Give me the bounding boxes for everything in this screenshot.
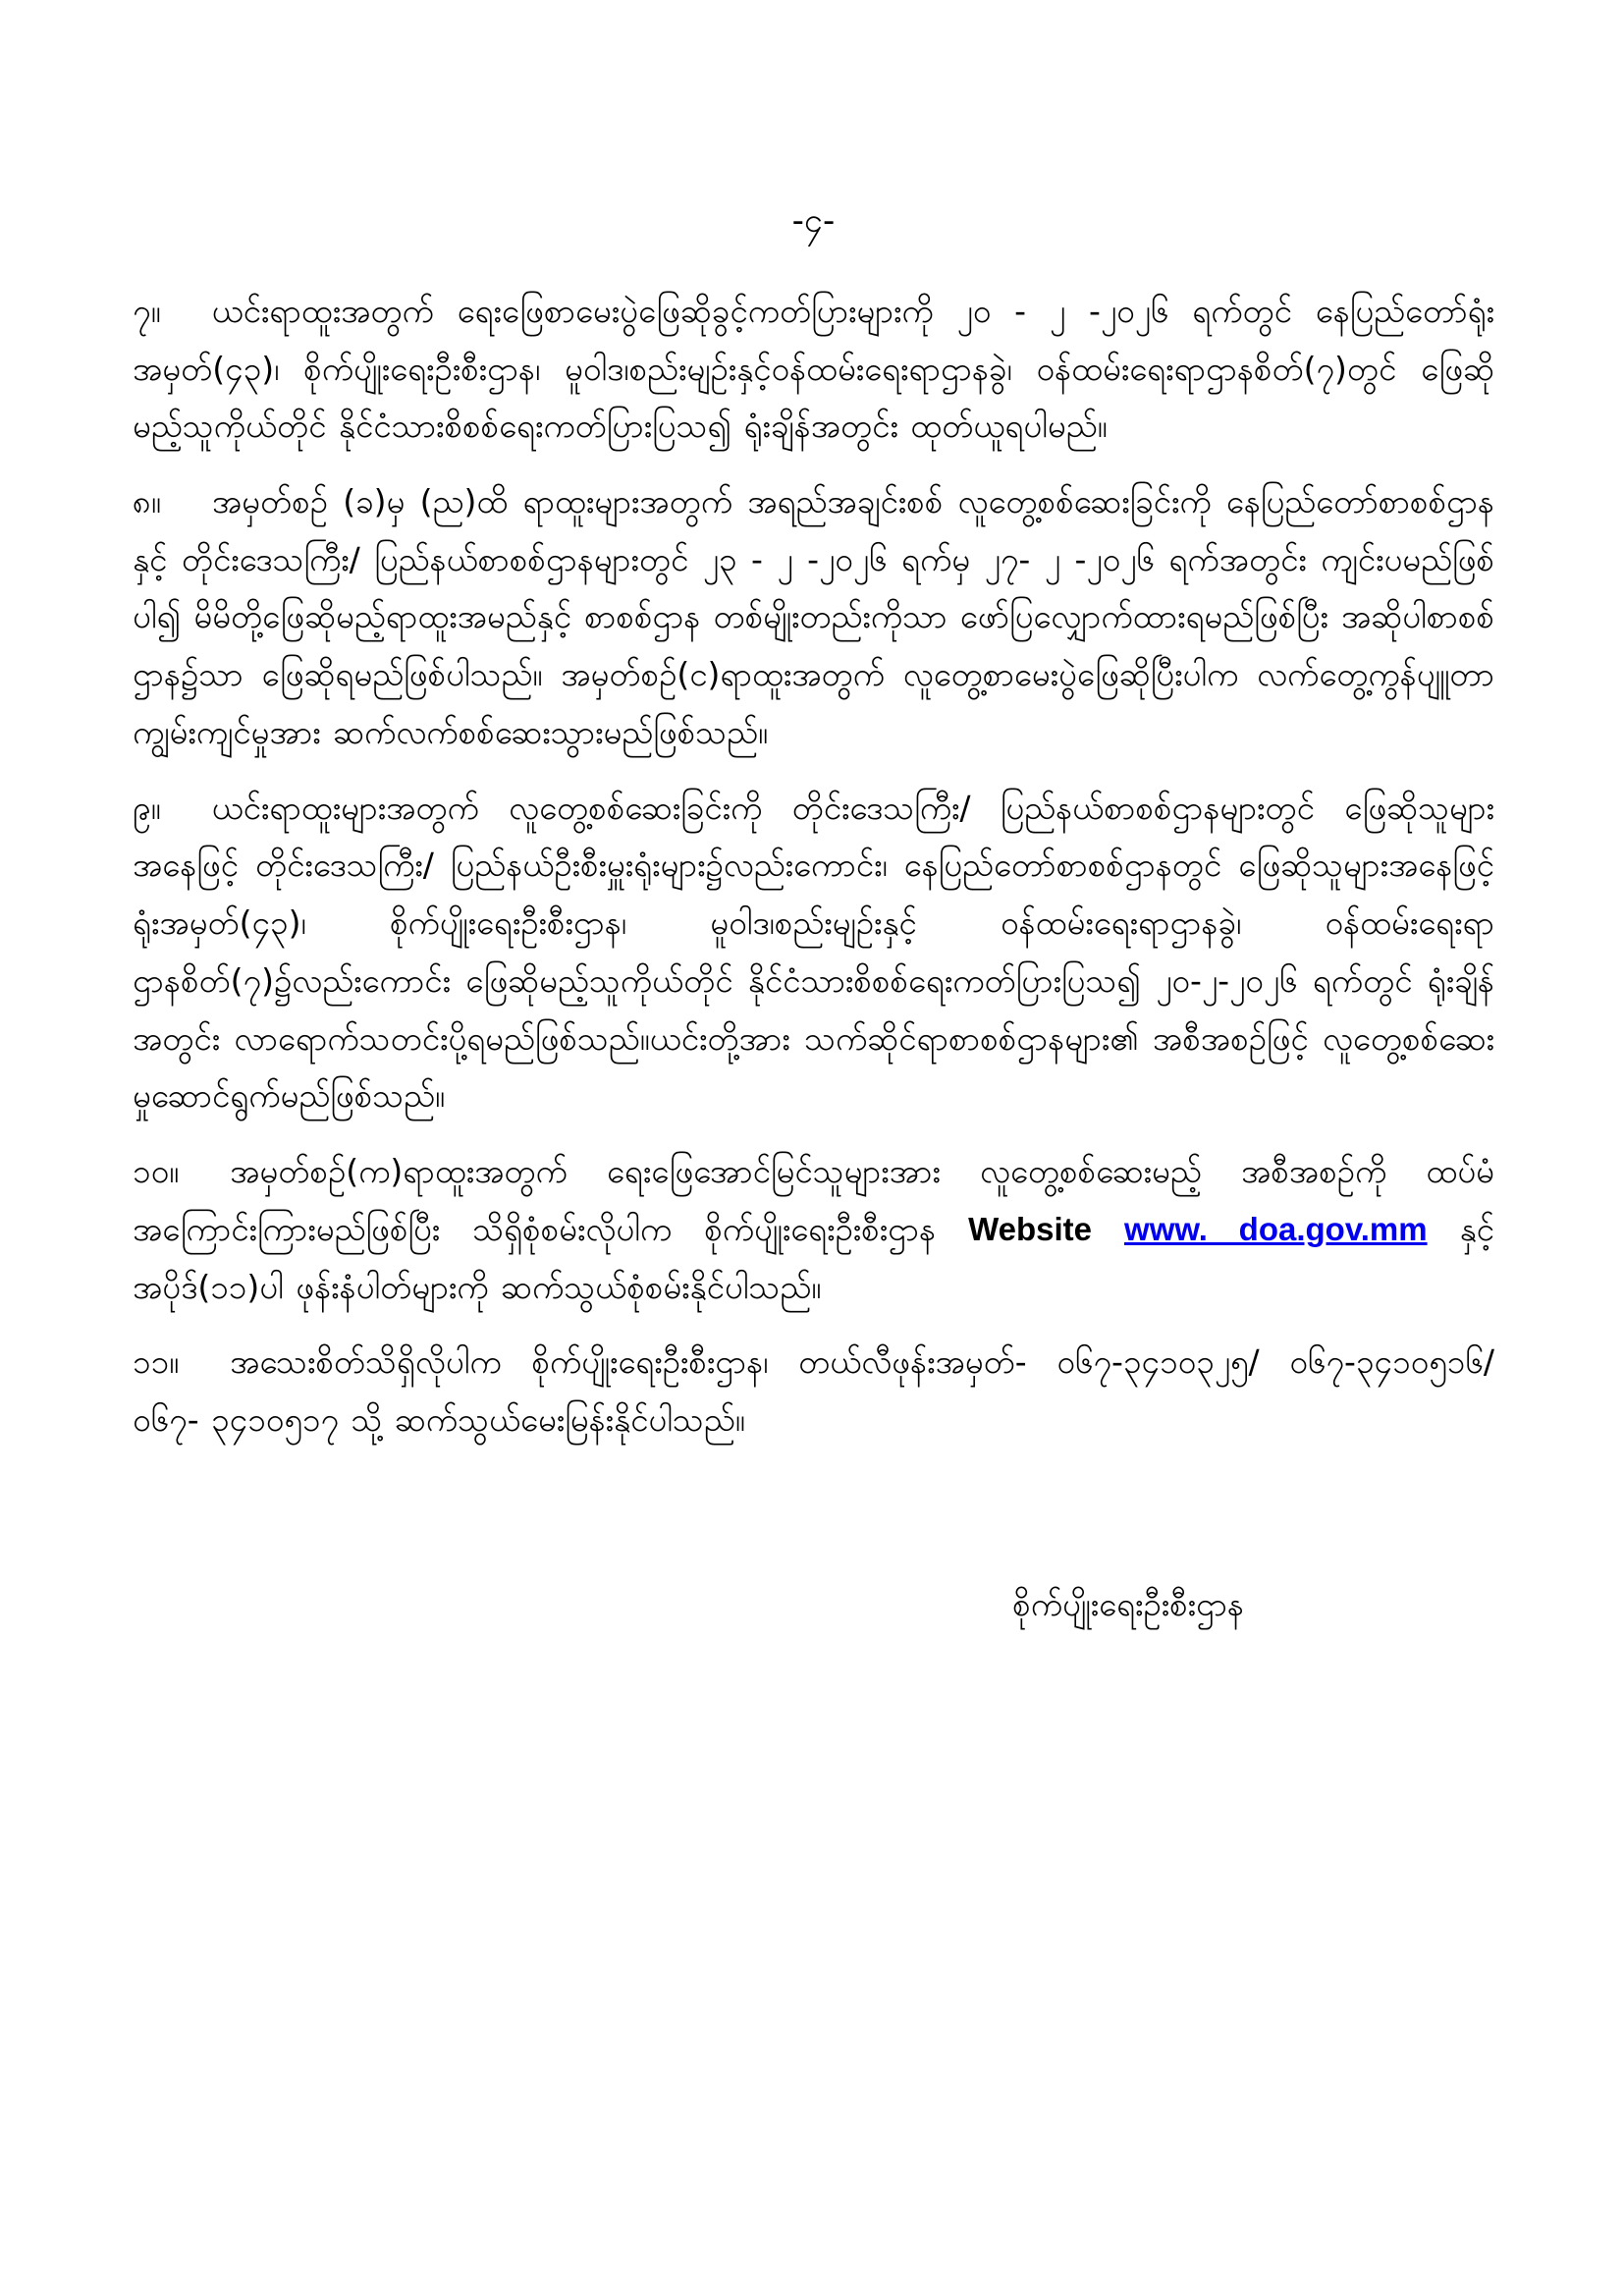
page-number: -၄-	[791, 201, 836, 241]
paragraph-7-number: ၇။	[133, 291, 161, 330]
paragraph-10	[133, 1143, 1494, 1316]
paragraph-9-number: ၉။	[133, 788, 161, 827]
website-word: Website	[968, 1210, 1092, 1247]
paragraph-8	[133, 473, 1494, 762]
paragraph-10-number: ၁၀။	[133, 1152, 180, 1191]
doa-website-link[interactable]: www. doa.gov.mm	[1124, 1210, 1428, 1247]
paragraph-10-text-before: အမှတ်စဉ်(က)ရာထူးအတွက် ရေးဖြေအောင်မြင်သူများအား လူတွေ့စစ်ဆေးမည့် အစီအစဉ်ကို ထပ်မံအကြောင်းကြားမည်ဖြစ်ပြီး သိရှိစုံစမ်းလိုပါက စိုက်ပျိုးရေးဦးစီးဌာန	[133, 1152, 1494, 1248]
paragraph-8-text: အမှတ်စဉ် (ခ)မှ (ည)ထိ ရာထူးများအတွက် အရည်အချင်းစစ် လူတွေ့စစ်ဆေးခြင်းကို နေပြည်တော်စာစစ်ဌာနနှင့် တိုင်းဒေသကြီး/ ပြည်နယ်စာစစ်ဌာနများတွင် ၂၃ - ၂ -၂၀၂၆ ရက်မှ ၂၇- ၂ -၂၀၂၆ ရက်အတွင်း ကျင်းပမည်ဖြစ်ပါ၍ မိမိတို့ဖြေဆိုမည့်ရာထူးအမည်နှင့် စာစစ်ဌာန တစ်မျိုးတည်းကိုသာ ဖော်ပြလျှောက်ထားရမည်ဖြစ်ပြီး အဆိုပါစာစစ်ဌာန၌သာ ဖြေဆိုရမည်ဖြစ်ပါသည်။ အမှတ်စဉ်(င)ရာထူးအတွက် လူတွေ့စာမေးပွဲဖြေဆိုပြီးပါက လက်တွေ့ကွန်ပျူတာကျွမ်းကျင်မှုအား ဆက်လက်စစ်ဆေးသွားမည်ဖြစ်သည်။	[133, 482, 1494, 751]
paragraph-11-number: ၁၁။	[133, 1342, 180, 1382]
paragraph-9-text: ယင်းရာထူးများအတွက် လူတွေ့စစ်ဆေးခြင်းကို တိုင်းဒေသကြီး/ ပြည်နယ်စာစစ်ဌာနများတွင် ဖြေဆိုသူများအနေဖြင့် တိုင်းဒေသကြီး/ ပြည်နယ်ဦးစီးမှူးရုံးများ၌လည်းကောင်း၊ နေပြည်တော်စာစစ်ဌာနတွင် ဖြေဆိုသူများအနေဖြင့် ရုံးအမှတ်(၄၃)၊ စိုက်ပျိုးရေးဦးစီးဌာန၊ မူဝါဒ၊စည်းမျဉ်းနှင့် ဝန်ထမ်းရေးရာဌာနခွဲ၊ ဝန်ထမ်းရေးရာဌာနစိတ်(၇)၌လည်းကောင်း ဖြေဆိုမည့်သူကိုယ်တိုင် နိုင်ငံသားစိစစ်ရေးကတ်ပြားပြသ၍ ၂၀-၂-၂၀၂၆ ရက်တွင် ရုံးချိန်အတွင်း လာရောက်သတင်းပို့ရမည်ဖြစ်သည်။ယင်းတို့အား သက်ဆိုင်ရာစာစစ်ဌာနများ၏ အစီအစဉ်ဖြင့် လူတွေ့စစ်ဆေးမှုဆောင်ရွက်မည်ဖြစ်သည်။	[133, 788, 1494, 1116]
paragraph-9	[133, 780, 1494, 1125]
paragraph-8-number: ၈။	[133, 482, 161, 520]
paragraph-10-text-after: နှင့်အပိုဒ်(၁၁)ပါ ဖုန်းနံပါတ်များကို ဆက်သွယ်စုံစမ်းနိုင်ပါသည်။	[133, 1209, 1494, 1306]
paragraph-11	[133, 1334, 1494, 1449]
paragraph-7	[133, 283, 1494, 456]
paragraph-11-text: အသေးစိတ်သိရှိလိုပါက စိုက်ပျိုးရေးဦးစီးဌာန၊ တယ်လီဖုန်းအမှတ်- ၀၆၇-၃၄၁၀၃၂၅/ ၀၆၇-၃၄၁၀၅၁၆/ ၀၆၇- ၃၄၁၀၅၁၇ သို့ ဆက်သွယ်မေးမြန်းနိုင်ပါသည်။	[133, 1342, 1494, 1440]
signature-department: စိုက်ပျိုးရေးဦးစီးဌာန	[1012, 1584, 1244, 1623]
paragraph-7-text: ယင်းရာထူးအတွက် ရေးဖြေစာမေးပွဲဖြေဆိုခွင့်ကတ်ပြားများကို ၂၀ - ၂ -၂၀၂၆ ရက်တွင် နေပြည်တော်ရုံးအမှတ်(၄၃)၊ စိုက်ပျိုးရေးဦးစီးဌာန၊ မူဝါဒ၊စည်းမျဉ်းနှင့်ဝန်ထမ်းရေးရာဌာနခွဲ၊ ဝန်ထမ်းရေးရာဌာနစိတ်(၇)တွင် ဖြေဆိုမည့်သူကိုယ်တိုင် နိုင်ငံသားစိစစ်ရေးကတ်ပြားပြသ၍ ရုံးချိန်အတွင်း ထုတ်ယူရပါမည်။	[133, 291, 1494, 446]
